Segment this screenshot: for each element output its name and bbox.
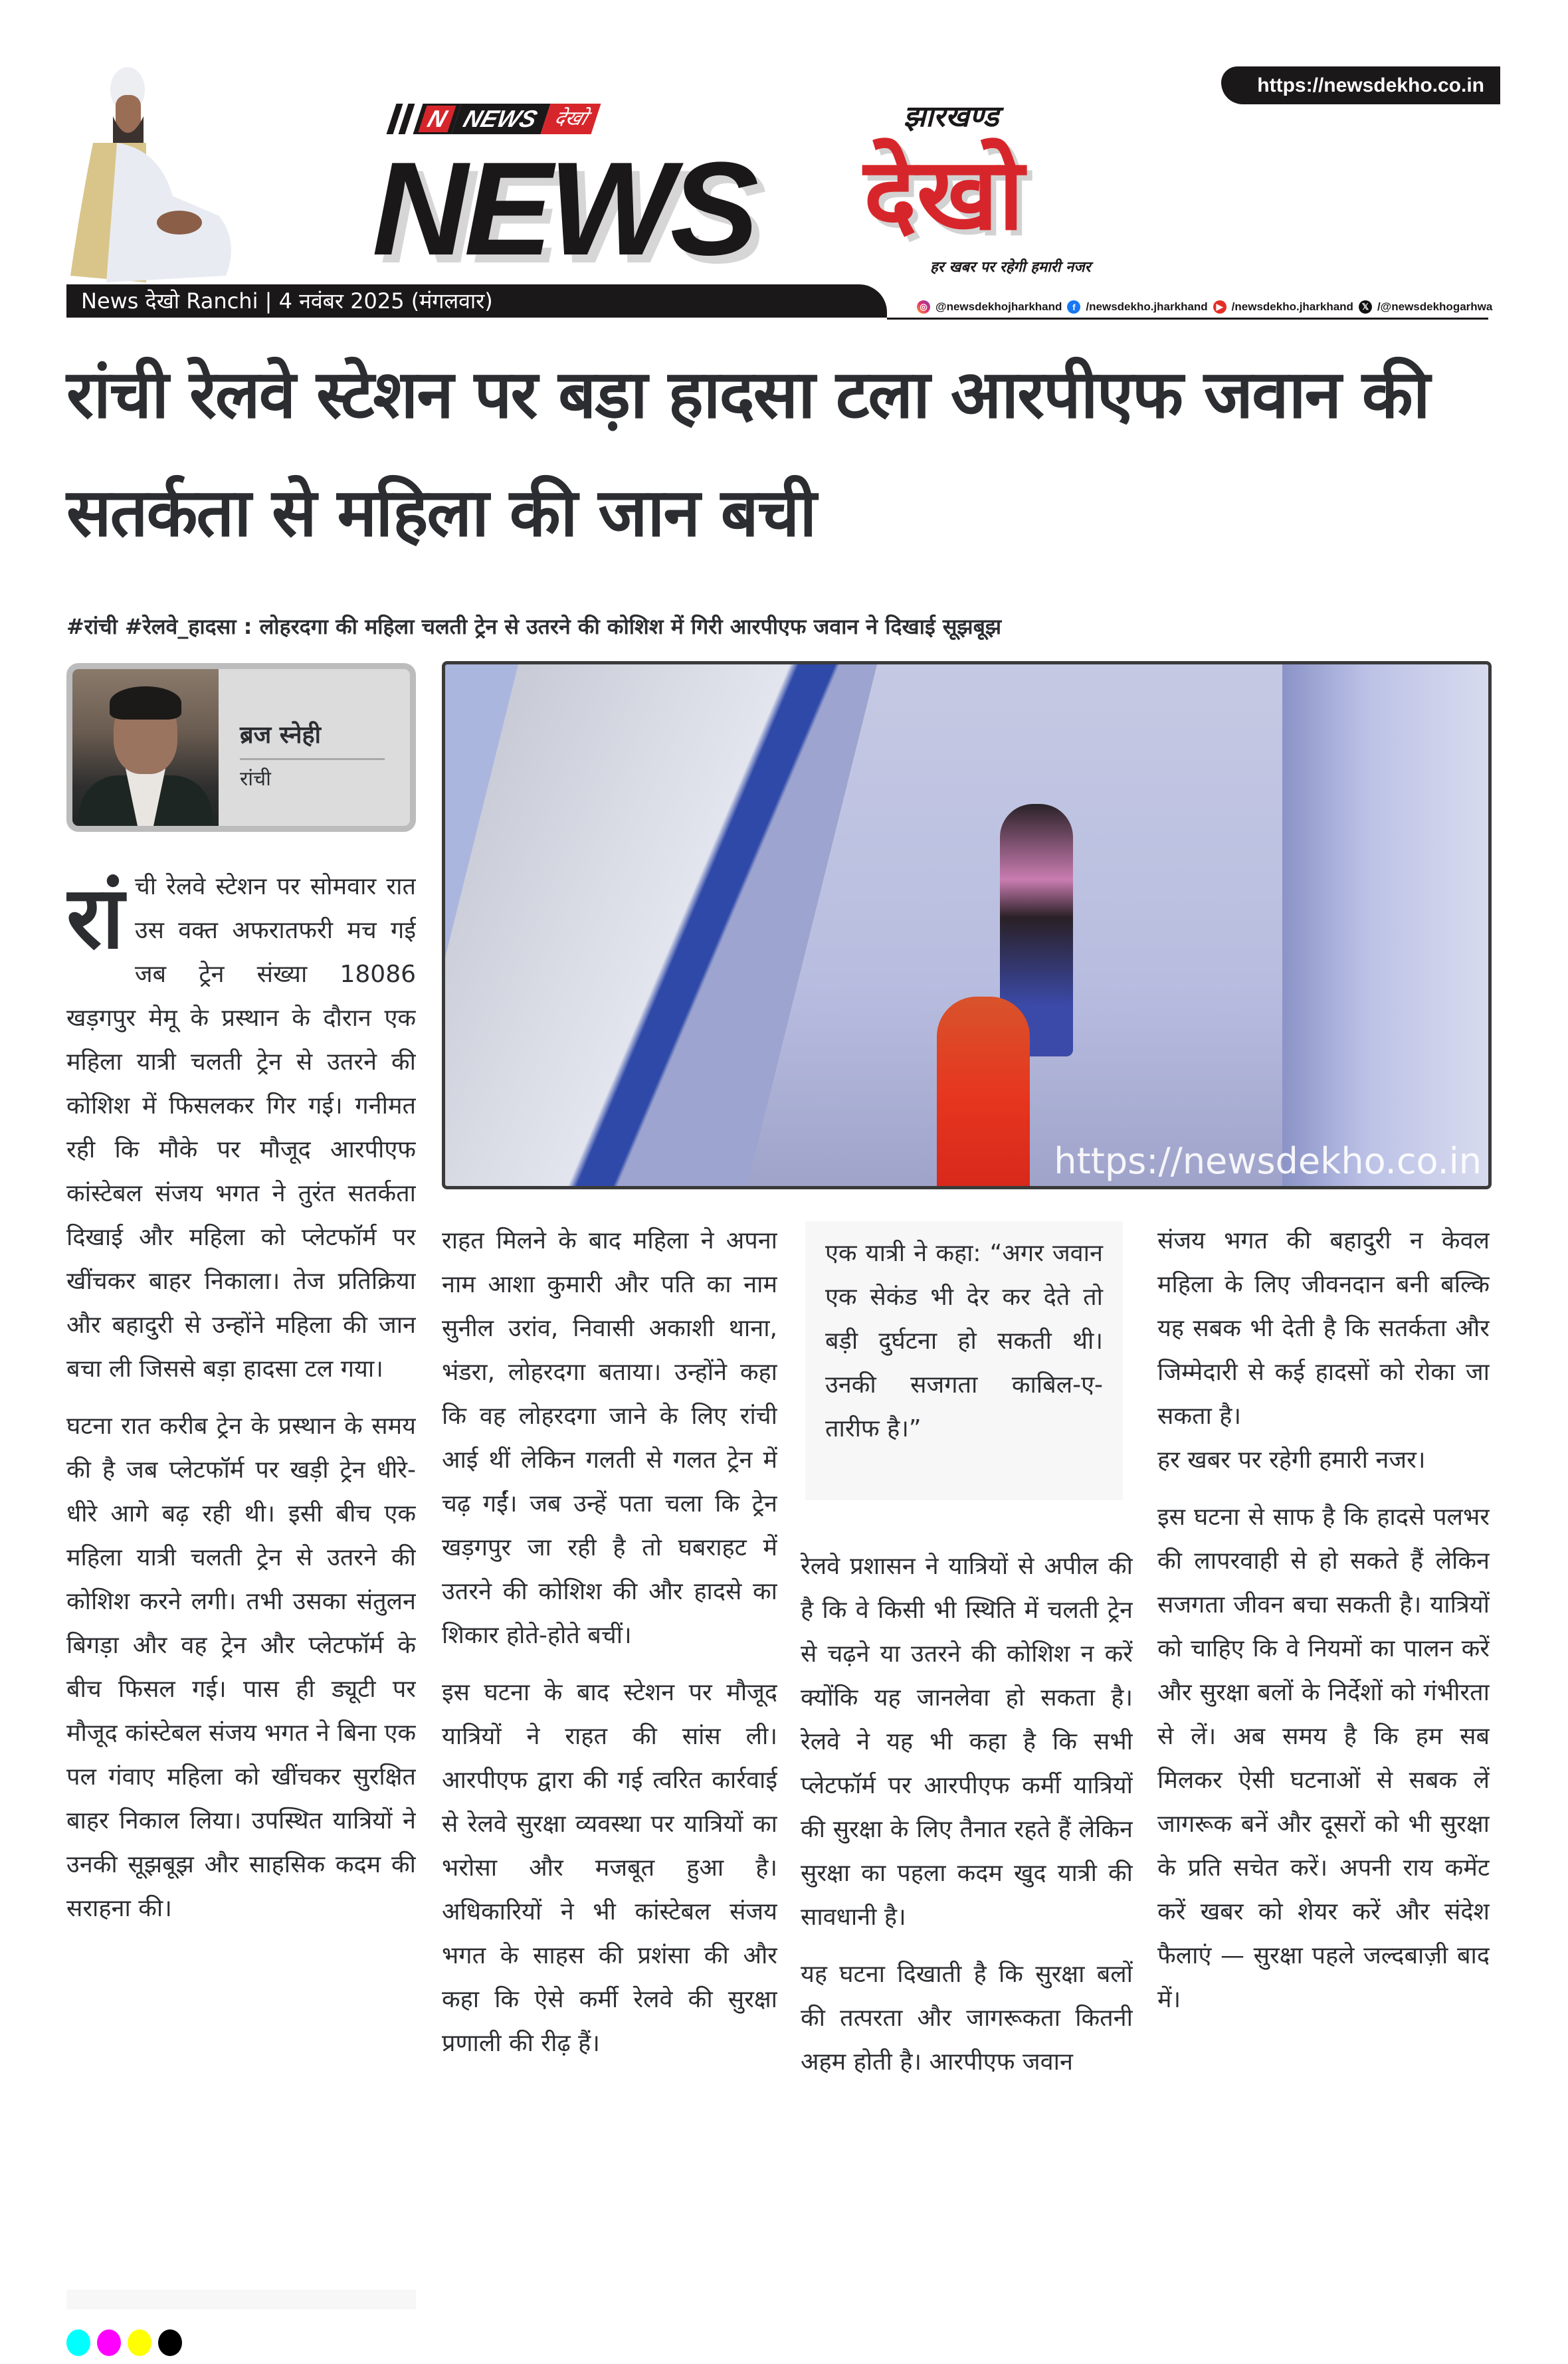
social-youtube-handle[interactable]: /newsdekho.jharkhand [1231,300,1353,313]
mini-logo-news: NEWS [452,104,551,134]
author-location: रांची [240,767,271,791]
logo-tagline: हर खबर पर रहेगी हमारी नजर [930,259,1091,276]
paragraph: राहत मिलने के बाद महिला ने अपना नाम आशा कुमारी और पति का नाम सुनील उरांव, निवासी अकाशी थाना, भंडरा, लोहरदगा बताया। उन्होंने कहा कि वह लोहरदगा जाने के लिए रांची आई थीं लेकिन गलती से गलत ट्रेन में चढ़ गईं। जब उन्हें पता चला कि ट्रेन खड़गपुर जा रही है तो घबराहट में उतरने की कोशिश की और हादसे का शिकार होते-होते बचीं। [442,1227,777,1649]
social-links [917,299,1492,315]
paragraph: यह घटना दिखाती है कि सुरक्षा बलों की तत्परता और जागरूकता कितनी अहम होती है। आरपीएफ जवान [801,1961,1133,2076]
photo-watermark: https://newsdekho.co.in [1054,1140,1482,1182]
website-url-badge[interactable] [1221,66,1500,104]
logo-n-letter: N [419,106,456,132]
mini-logo-dekho: देखो [541,104,601,134]
social-facebook-handle[interactable]: /newsdekho.jharkhand [1086,300,1208,313]
dateline: News देखो Ranchi | 4 नवंबर 2025 (मंगलवार) [81,288,493,314]
logo-state-label: झारखण्ड [904,100,999,134]
logo-dekho-wordmark: देखो [864,137,1025,252]
paragraph: इस घटना के बाद स्टेशन पर मौजूद यात्रियों ने राहत की सांस ली। आरपीएफ द्वारा की गई त्वरित कार्रवाई से रेलवे सुरक्षा व्यवस्था पर यात्रियों का भरोसा और मजबूत हुआ है। अधिकारियों ने भी कांस्टेबल संजय भगत के साहस की प्रशंसा की और कहा कि ऐसे कर्मी रेलवे की सुरक्षा प्रणाली की रीढ़ हैं। [442,1679,777,2057]
registration-marks [66,2329,182,2356]
byline-divider [240,758,385,760]
article-column-4 [1157,1219,1490,2282]
dateline-bar [66,284,887,318]
byline-card [66,663,416,832]
article-headline: रांची रेलवे स्टेशन पर बड़ा हादसा टला आरपीएफ जवान की सतर्कता से महिला की जान बची [66,355,1429,551]
website-url[interactable]: https://newsdekho.co.in [1257,74,1484,96]
author-photo [72,669,219,826]
yellow-dot-icon [128,2329,151,2356]
masthead-rule [887,318,1488,320]
mini-logo [389,103,596,135]
logo-news-wordmark: NEWS [372,135,755,283]
article-column-1 [66,865,416,2287]
tagline-paragraph: हर खबर पर रहेगी हमारी नजर। [1157,1446,1426,1474]
paragraph: संजय भगत की बहादुरी न केवल महिला के लिए जीवनदान बनी बल्कि यह सबक भी देती है कि सतर्कता और जिम्मेदारी से कई हादसों को रोका जा सकता है। [1157,1227,1490,1430]
cyan-dot-icon [66,2329,90,2356]
article-column-3 [801,1545,1133,2282]
paragraph: घटना रात करीब ट्रेन के प्रस्थान के समय की है जब प्लेटफॉर्म पर खड़ी ट्रेन धीरे-धीरे आगे बढ़ रही थी। इसी बीच एक महिला यात्री चलती ट्रेन से उतरने की कोशिश करने लगी। तभी उसका संतुलन बिगड़ा और वह ट्रेन और प्लेटफॉर्म के बीच फिसल गई। पास ही ड्यूटी पर मौजूद कांस्टेबल संजय भगत ने बिना एक पल गंवाए महिला को खींचकर सुरक्षित बाहर निकाल लिया। उपस्थित यात्रियों ने उनकी सूझबूझ और साहसिक कदम की सराहना की। [66,1413,416,1922]
facebook-icon[interactable]: f [1067,300,1080,314]
paragraph-text: ची रेलवे स्टेशन पर सोमवार रात उस वक्त अफरातफरी मच गई जब ट्रेन संख्या 18086 खड़गपुर मेमू के प्रस्थान के दौरान एक महिला यात्री चलती ट्रेन से उतरने की कोशिश में फिसलकर गिर गई। गनीमत रही कि मौके पर मौजूद आरपीएफ कांस्टेबल संजय भगत ने तुरंत सतर्कता दिखाई और महिला को प्लेटफॉर्म पर खींचकर बाहर निकाला। तेज प्रतिक्रिया और बहादुरी से उन्होंने महिला की जान बचा ली जिससे बड़ा हादसा टल गया। [66,873,416,1383]
woman-figure [937,997,1030,1189]
article-photo-cctv [442,661,1492,1189]
social-x-handle[interactable]: /@newsdekhogarhwa [1377,300,1493,313]
footer-bar [66,2290,416,2310]
magenta-dot-icon [97,2329,121,2356]
x-icon[interactable]: 𝕏 [1359,300,1372,314]
logo-stripes-icon [389,104,418,134]
masthead [0,0,1568,326]
paragraph [66,865,416,1391]
logo-dekho-block [864,98,1209,284]
black-dot-icon [158,2329,182,2356]
drop-cap: रां [66,867,124,968]
article-column-2 [442,1219,777,2282]
youtube-icon[interactable]: ▶ [1213,300,1226,314]
saint-illustration [66,63,246,286]
paragraph: रेलवे प्रशासन ने यात्रियों से अपील की है कि वे किसी भी स्थिति में चलती ट्रेन से चढ़ने या उतरने की कोशिश न करें क्योंकि यह जानलेवा हो सकता है। रेलवे ने यह भी कहा है कि सभी प्लेटफॉर्म पर आरपीएफ कर्मी यात्रियों की सुरक्षा के लिए तैनात रहते हैं लेकिन सुरक्षा का पहला कदम खुद यात्री की सावधानी है। [801,1553,1133,1931]
paragraph: इस घटना से साफ है कि हादसे पलभर की लापरवाही से हो सकते हैं लेकिन सजगता जीवन बचा सकती है। यात्रियों को चाहिए कि वे नियमों का पालन करें और सुरक्षा बलों के निर्देशों को गंभीरता से लें। अब समय है कि हम सब मिलकर ऐसी घटनाओं से सबक लें जागरूक बनें और दूसरों को भी सुरक्षा के प्रति सचेत करें। अपनी राय कमेंट करें खबर को शेयर करें और संदेश फैलाएं — सुरक्षा पहले जल्दबाज़ी बाद में। [1157,1504,1490,2013]
social-instagram-handle[interactable]: @newsdekhojharkhand [935,300,1062,313]
author-name: ब्रज स्नेही [240,722,321,749]
article-subheadline: #रांची #रेलवे_हादसा : लोहरदगा की महिला चलती ट्रेन से उतरने की कोशिश में गिरी आरपीएफ जवान ने दिखाई सूझबूझ [66,614,1002,639]
pull-quote: एक यात्री ने कहा: “अगर जवान एक सेकंड भी देर कर देते तो बड़ी दुर्घटना हो सकती थी। उनकी सजगता काबिल-ए-तारीफ है।” [805,1221,1123,1500]
instagram-icon[interactable]: ◎ [917,300,930,314]
